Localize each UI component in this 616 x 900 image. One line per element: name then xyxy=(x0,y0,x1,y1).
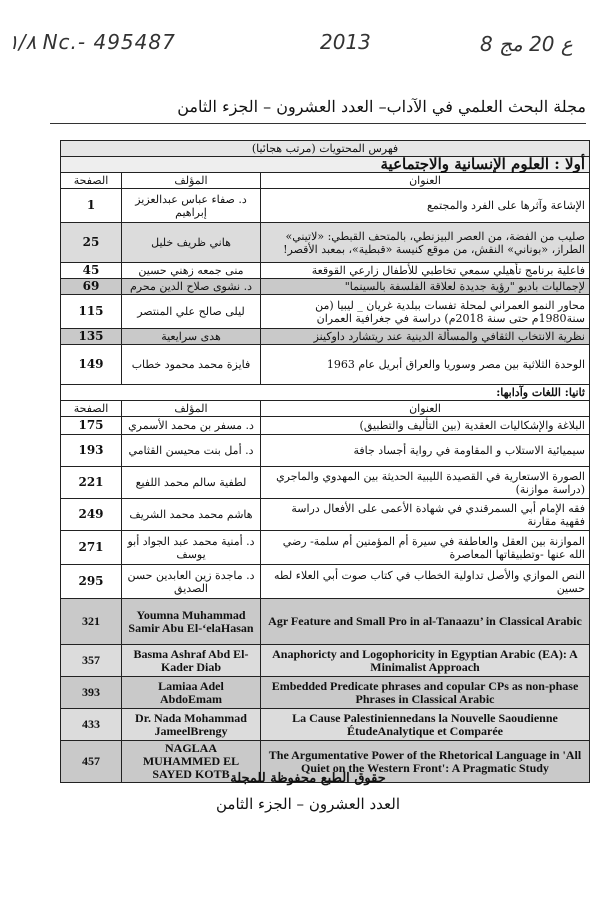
entry-author: د. نشوى صلاح الدين محرم xyxy=(122,279,261,295)
entry-title: الموازنة بين العقل والعاطفة في سيرة أم المؤمنين أم سلمة- رضي الله عنها -وتطبيقاتها المعاصرة xyxy=(261,531,590,565)
entry-page: 295 xyxy=(61,565,122,599)
entry-title: La Cause Palestiniennedans la Nouvelle Saoudienne ÉtudeAnalytique et Comparée xyxy=(261,709,590,741)
entry-page: 149 xyxy=(61,345,122,385)
entry-author: د. مسفر بن محمد الأسمري xyxy=(122,417,261,435)
entry-author: منى جمعه زهني حسين xyxy=(122,263,261,279)
journal-header: مجلة البحث العلمي في الآداب– العدد العشرون – الجزء الثامن xyxy=(177,97,586,116)
table-row xyxy=(61,467,590,499)
table-row xyxy=(61,435,590,467)
table-row xyxy=(61,329,590,345)
entry-author: د. أمل بنت محيسن القثامي xyxy=(122,435,261,467)
entry-page: 45 xyxy=(61,263,122,279)
entry-page: 193 xyxy=(61,435,122,467)
section1-title: أولا : العلوم الإنسانية والاجتماعية xyxy=(61,157,590,173)
entry-author: هاني ظريف خليل xyxy=(122,223,261,263)
handwritten-ref-number: ١/٨ Nc.- 495487 xyxy=(8,30,176,54)
entry-title: محاور النمو العمراني لمحلة تفسات ببلدية غريان _ ليبيا (من سنة1980م حتى سنة 2018م) دراسة في جغرافية العمران xyxy=(261,295,590,329)
entry-title: فاعلية برنامج تأهيلي سمعي تخاطبي للأطفال زارعي القوقعة xyxy=(261,263,590,279)
entry-author: ليلى صالح علي المنتصر xyxy=(122,295,261,329)
handwritten-volume: 8 ع 20 مج xyxy=(480,32,573,56)
entry-page: 393 xyxy=(61,677,122,709)
table-row xyxy=(61,709,590,741)
entry-page: 357 xyxy=(61,645,122,677)
col-page-header: الصفحة xyxy=(61,173,122,189)
section2-row xyxy=(61,385,590,401)
toc-caption: فهرس المحتويات (مرتب هجائيا) xyxy=(61,141,590,157)
table-row xyxy=(61,345,590,385)
table-of-contents xyxy=(60,140,590,783)
col-title-header: العنوان xyxy=(261,173,590,189)
entry-page: 175 xyxy=(61,417,122,435)
section2-title: ثانيا: اللغات وآدابها: xyxy=(61,385,590,401)
table-row xyxy=(61,279,590,295)
table-row xyxy=(61,565,590,599)
section1-rows xyxy=(61,189,590,385)
entry-author: Dr. Nada Mohammad JameelBrengy xyxy=(122,709,261,741)
section1-row xyxy=(61,157,590,173)
issue-footer: العدد العشرون – الجزء الثامن xyxy=(215,795,401,813)
entry-author: هدى سرايعية xyxy=(122,329,261,345)
entry-author: د. أمنية محمد عبد الجواد أبو يوسف xyxy=(122,531,261,565)
entry-title: الوحدة الثلاثية بين مصر وسوريا والعراق أبريل عام 1963 xyxy=(261,345,590,385)
entry-author: هاشم محمد محمد الشريف xyxy=(122,499,261,531)
handwritten-year: 2013 xyxy=(320,30,371,54)
entry-title: صليب من الفضة، من العصر البيزنطي، بالمتحف القبطي: «لاتيني» الطراز، «بوناني» النقش، من موقع كنيسة «قبطية»، بمعبد الأقصر! xyxy=(261,223,590,263)
entry-author: فايزة محمد محمود خطاب xyxy=(122,345,261,385)
copyright-notice: حقوق الطبع محفوظة للمجلة xyxy=(230,771,386,786)
entry-title: Anaphoricty and Logophoricity in Egyptian Arabic (EA): A Minimalist Approach xyxy=(261,645,590,677)
table-row xyxy=(61,295,590,329)
entry-author: NAGLAA MUHAMMED EL SAYED KOTB xyxy=(122,741,261,783)
entry-author: د. ماجدة زين العابدين حسن الصديق xyxy=(122,565,261,599)
table-row xyxy=(61,677,590,709)
entry-author: Basma Ashraf Abd El-Kader Diab xyxy=(122,645,261,677)
table-row xyxy=(61,417,590,435)
entry-title: The Argumentative Power of the Rhetorical Language in 'All Quiet on the Western Front': A Pragmatic Study xyxy=(261,741,590,783)
section2-rows xyxy=(61,417,590,599)
entry-title: Agr Feature and Small Pro in al-Tanaazu’ in Classical Arabic xyxy=(261,599,590,645)
entry-title: نظرية الانتخاب الثقافي والمسألة الدينية عند ريتشارد داوكينز xyxy=(261,329,590,345)
entry-author: Youmna Muhammad Samir Abu El-‘elaHasan xyxy=(122,599,261,645)
entry-page: 1 xyxy=(61,189,122,223)
entry-page: 69 xyxy=(61,279,122,295)
entry-page: 249 xyxy=(61,499,122,531)
col-page-header: الصفحة xyxy=(61,401,122,417)
entry-page: 221 xyxy=(61,467,122,499)
entry-page: 115 xyxy=(61,295,122,329)
entry-page: 457 xyxy=(61,741,122,783)
header-divider xyxy=(50,123,586,124)
english-rows xyxy=(61,599,590,783)
table-row xyxy=(61,223,590,263)
entry-title: البلاغة والإشكاليات العقدية (بين التأليف والتطبيق) xyxy=(261,417,590,435)
col-author-header: المؤلف xyxy=(122,173,261,189)
entry-title: فقه الإمام أبي السمرقندي في شهادة الأعمى على الأفعال دراسة فقهية مقارنة xyxy=(261,499,590,531)
entry-author: د. صفاء عباس عبدالعزيز إبراهيم xyxy=(122,189,261,223)
entry-title: Embedded Predicate phrases and copular CPs as non-phase Phrases in Classical Arabic xyxy=(261,677,590,709)
section2-header-row xyxy=(61,401,590,417)
entry-page: 321 xyxy=(61,599,122,645)
table-row xyxy=(61,263,590,279)
entry-title: الإشاعة وآثرها على الفرد والمجتمع xyxy=(261,189,590,223)
entry-page: 433 xyxy=(61,709,122,741)
entry-title: سيميائية الاستلاب و المقاومة في رواية أجساد جافة xyxy=(261,435,590,467)
entry-title: لإجماليات باديو "رؤية جديدة لعلاقة الفلسفة بالسينما" xyxy=(261,279,590,295)
entry-page: 271 xyxy=(61,531,122,565)
table-row xyxy=(61,189,590,223)
entry-title: النص الموازي والأصل تداولية الخطاب في كتاب صوت أبي العلاء لطه حسين xyxy=(261,565,590,599)
col-title-header: العنوان xyxy=(261,401,590,417)
table-row xyxy=(61,599,590,645)
entry-title: الصورة الاستعارية في القصيدة الليبية الحديثة بين المهدوي والماجري (دراسة موازنة) xyxy=(261,467,590,499)
table-row xyxy=(61,531,590,565)
section1-header-row xyxy=(61,173,590,189)
entry-page: 25 xyxy=(61,223,122,263)
entry-author: Lamiaa Adel AbdoEmam xyxy=(122,677,261,709)
table-row xyxy=(61,499,590,531)
entry-author: لطفية سالم محمد اللفيع xyxy=(122,467,261,499)
section2-heading xyxy=(61,385,590,417)
toc-body xyxy=(61,141,590,189)
entry-page: 135 xyxy=(61,329,122,345)
col-author-header: المؤلف xyxy=(122,401,261,417)
table-row xyxy=(61,645,590,677)
